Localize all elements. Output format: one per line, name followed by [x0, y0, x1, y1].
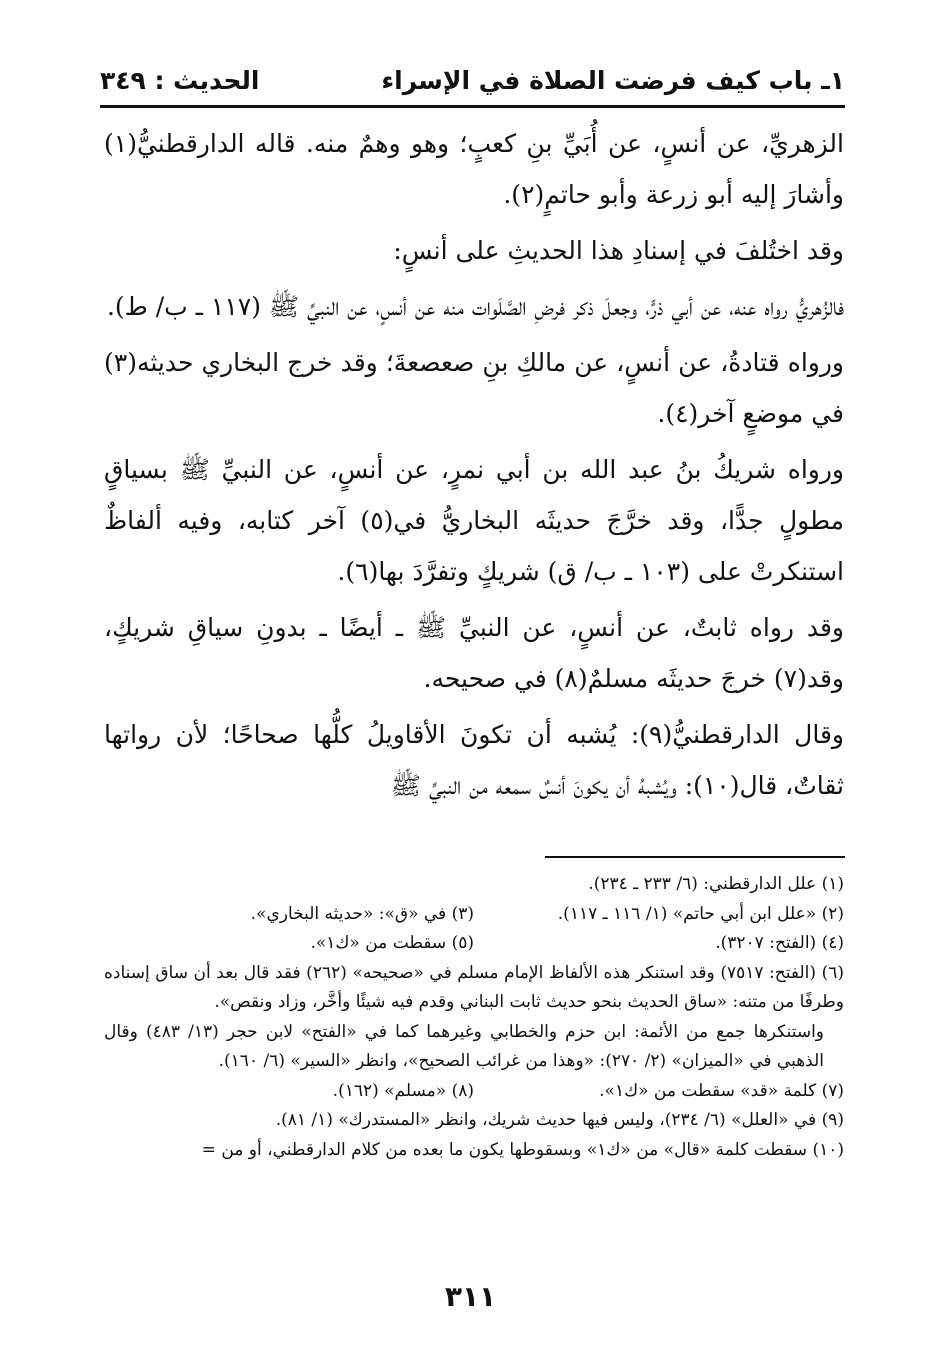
- hadith-number: الحديث : ٣٤٩: [100, 65, 260, 95]
- paragraph: وقد رواه ثابتٌ، عن أنسٍ، عن النبيِّ ﷺ ـ أيضًا ـ بدونِ سياقِ شريكٍ، وقد(٧) خرجَ حديثَه مسلمٌ(٨) في صحيحه.: [104, 613, 844, 693]
- footnote-row: [104, 1077, 844, 1107]
- paragraph: ورواه قتادةُ، عن أنسٍ، عن مالكِ بنِ صعصعةَ؛ وقد خرج البخاري حديثه(٣) في موضعٍ آخر(٤).: [104, 348, 844, 428]
- footnote-4: (٤) (الفتح: ٣٢٠٧).: [715, 933, 844, 953]
- chapter-title: ١ـ باب كيف فرضت الصلاة في الإسراء: [381, 65, 845, 95]
- paragraph: فالزُهريُّ رواه عنه، عن أبي ذرٍّ، وجعلَ ذكر فرضِ الصَّلَوات منه عن أنسٍ، عن النبيِّ ﷺ (١١٧ ـ ب/ ط).: [106, 292, 844, 321]
- footnote-2: (٢) «علل ابن أبي حاتم» (١/ ١١٦ ـ ١١٧).: [557, 903, 844, 924]
- footnote-3: (٣) في «ق»: «حديثه البخاري».: [250, 903, 474, 924]
- page-number: ٣١١: [444, 1280, 497, 1313]
- footnote-10: (١٠) سقطت كلمة «قال» من «ك١» وبسقوطها يكون ما بعده من كلام الدارقطني، أو من =: [201, 1139, 844, 1160]
- paragraph: ورواه شريكُ بنُ عبد الله بن أبي نمرٍ، عن أنسٍ، عن النبيِّ ﷺ بسياقٍ مطولٍ جدًّا، وقد خرَّجَ حديثَه البخاريُّ في(٥) آخر كتابه، وفيه ألفاظٌ استنكرتْ على (١٠٣ ـ ب/ ق) شريكٍ وتفرَّدَ بها(٦).: [104, 455, 844, 586]
- footnote-6-continued: واستنكرها جمع من الأئمة: ابن حزم والخطابي وغيرهما كما في «الفتح» لابن حجر (١٣/ ٤٨٣) وقال الذهبي في «الميزان» (٢/ ٢٧٠): «وهذا من غرائب الصحيح»، وانظر «السير» (٦/ ١٦٠).: [104, 1021, 824, 1071]
- footnote-rule: [545, 856, 845, 858]
- footnote-row: [104, 900, 844, 930]
- paragraph: وقد اختُلفَ في إسنادِ هذا الحديثِ على أنسٍ:: [393, 236, 844, 265]
- header-rule: [100, 105, 845, 108]
- footnote-row: [104, 929, 844, 959]
- main-text: [104, 118, 844, 848]
- running-head: [100, 60, 845, 100]
- footnote-1: (١) علل الدارقطني: (٦/ ٢٣٣ ـ ٢٣٤).: [588, 874, 844, 894]
- footnote-9: (٩) في «العلل» (٦/ ٢٣٤)، وليس فيها حديث شريك، وانظر «المستدرك» (١/ ٨١).: [275, 1110, 844, 1130]
- paragraph: الزهريِّ، عن أنسٍ، عن أُبَيِّ بنِ كعبٍ؛ وهو وهمٌ منه. قاله الدارقطنيُّ(١) وأشارَ إليه أبو زرعة وأبو حاتمٍ(٢).: [104, 129, 844, 209]
- footnote-6: (٦) (الفتح: ٧٥١٧) وقد استنكر هذه الألفاظ الإمام مسلم في «صحيحه» (٢٦٢) فقد قال بعد أن ساق إسناده وطرفًا من متنه: «ساق الحديث بنحو حديث ثابت البناني وقدم فيه شيئًا وأخَّر، وزاد ونقص».: [104, 962, 844, 1012]
- footnote-5: (٥) سقطت من «ك١».: [310, 933, 474, 953]
- footnotes: [104, 870, 844, 1265]
- footnote-7: (٧) كلمة «قد» سقطت من «ك١».: [599, 1080, 844, 1101]
- footnote-8: (٨) «مسلم» (١٦٢).: [332, 1080, 474, 1101]
- paragraph: وقال الدارقطنيُّ(٩): يُشبه أن تكونَ الأقاويلُ كلُّها صحاحًا؛ لأن رواتها ثقاتٌ، قال(١٠): ويُشبهُ أن يكونَ أنسٌ سمعه من النبيِّ ﷺ: [104, 720, 844, 800]
